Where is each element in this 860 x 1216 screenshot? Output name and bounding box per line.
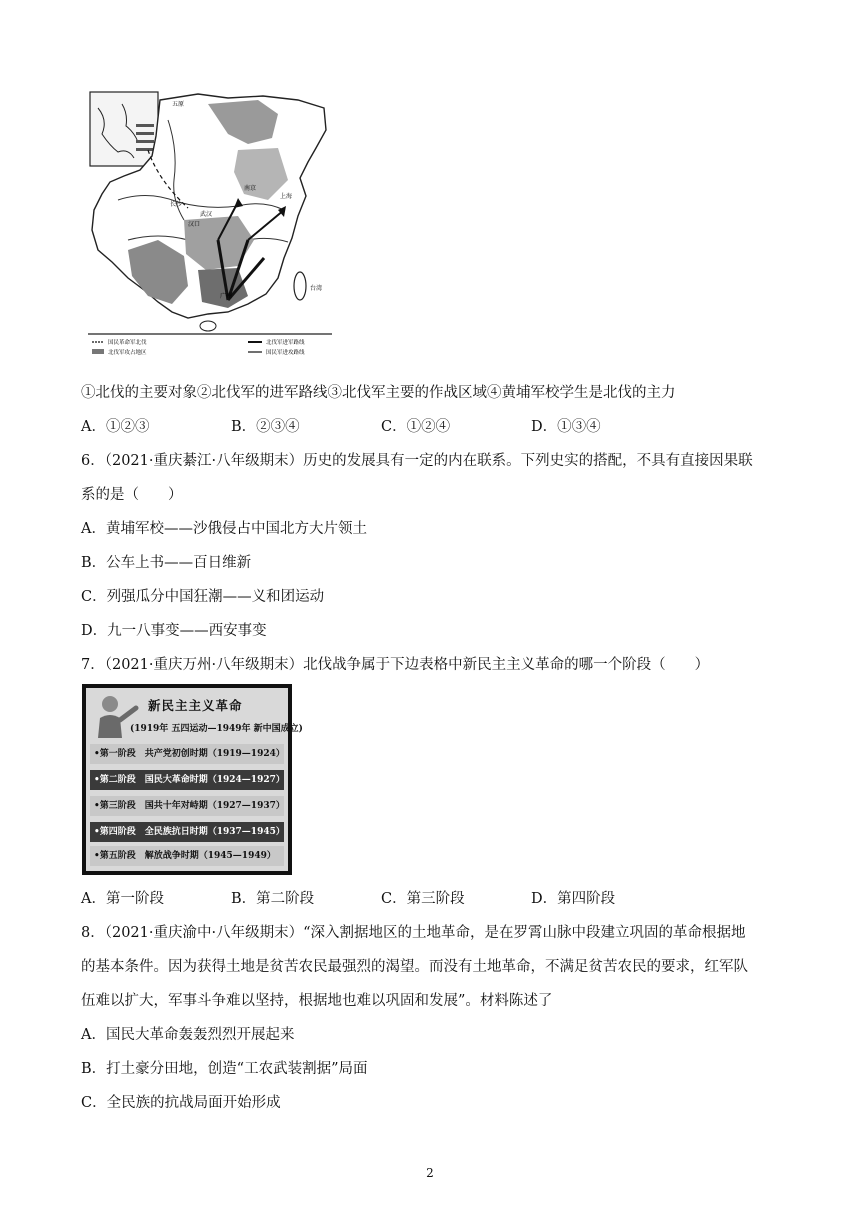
table-row: •第五阶段 解放战争时期（1945—1949） [90, 846, 284, 866]
option-d[interactable]: D．①③④ [531, 419, 601, 435]
table-subtitle: (1919年 五四运动—1949年 新中国成立) [130, 724, 303, 734]
map-legend-item: 国民革命军北伐 [108, 340, 147, 346]
new-democratic-revolution-table [82, 684, 303, 875]
map-legend-item: 北伐军进军路线 [266, 340, 305, 346]
q6-option-c[interactable]: C．列强瓜分中国狂潮——义和团运动 [81, 589, 325, 605]
map-label: 广州 [220, 293, 233, 300]
option-a[interactable]: A．第一阶段 [81, 891, 164, 907]
page-number: 2 [426, 1166, 434, 1180]
q6-stem-line2: 系的是（ ） [81, 487, 183, 503]
option-c[interactable]: C．第三阶段 [381, 891, 465, 907]
map-label: 五原 [172, 101, 185, 108]
option-a[interactable]: A．①②③ [81, 419, 150, 435]
option-c[interactable]: C．①②④ [381, 419, 451, 435]
map-legend-item: 北伐军攻占地区 [108, 350, 147, 356]
q5-options [81, 417, 781, 437]
table-row: •第二阶段 国民大革命时期（1924—1927） [90, 770, 284, 790]
map-label: 武汉 [200, 211, 213, 218]
q5-statements: ①北伐的主要对象②北伐军的进军路线③北伐军主要的作战区域④黄埔军校学生是北伐的主力 [81, 385, 676, 401]
table-title: 新民主主义革命 [148, 698, 243, 713]
q8-option-a[interactable]: A．国民大革命轰轰烈烈开展起来 [81, 1027, 295, 1043]
map-legend-item: 国民军进攻路线 [266, 350, 305, 356]
q7-options [81, 889, 781, 909]
q8-stem-line2: 的基本条件。因为获得土地是贫苦农民最强烈的渴望。而没有土地革命，不满足贫苦农民的要求，红军队 [81, 959, 748, 975]
map-inset [90, 92, 158, 166]
q6-option-b[interactable]: B．公车上书——百日维新 [81, 555, 252, 571]
table-row: •第四阶段 全民族抗日时期（1937—1945） [90, 822, 284, 842]
option-b[interactable]: B．②③④ [231, 419, 300, 435]
map-label: 汉口 [188, 221, 201, 228]
table-row: •第三阶段 国共十年对峙期（1927—1937） [90, 796, 284, 816]
table-row: •第一阶段 共产党初创时期（1919—1924） [90, 744, 284, 764]
q8-stem-line1: 8．（2021·重庆渝中·八年级期末）“深入割据地区的土地革命，是在罗霄山脉中段建立巩固的革命根据地 [81, 925, 746, 941]
taiwan-island [294, 272, 306, 300]
q8-stem-line3: 伍难以扩大，军事斗争难以坚持，根据地也难以巩固和发展”。材料陈述了 [81, 993, 553, 1009]
q6-option-a[interactable]: A．黄埔军校——沙俄侵占中国北方大片领土 [81, 521, 367, 537]
q8-option-c[interactable]: C．全民族的抗战局面开始形成 [81, 1095, 281, 1111]
option-b[interactable]: B．第二阶段 [231, 891, 315, 907]
map-label: 南京 [244, 185, 257, 192]
map-label: 长沙 [170, 201, 183, 208]
q6-stem-line1: 6．（2021·重庆綦江·八年级期末）历史的发展具有一定的内在联系。下列史实的搭配，不具有直接因果联 [81, 453, 753, 469]
q7-stem: 7．（2021·重庆万州·八年级期末）北伐战争属于下边表格中新民主主义革命的哪一个阶段（ ） [81, 657, 710, 673]
q8-option-b[interactable]: B．打土豪分田地，创造“工农武装割据”局面 [81, 1061, 368, 1077]
option-d[interactable]: D．第四阶段 [531, 891, 616, 907]
map-label: 台湾 [310, 285, 323, 292]
northern-expedition-map [88, 90, 332, 360]
map-label: 上海 [280, 193, 293, 200]
q6-option-d[interactable]: D．九一八事变——西安事变 [81, 623, 267, 639]
